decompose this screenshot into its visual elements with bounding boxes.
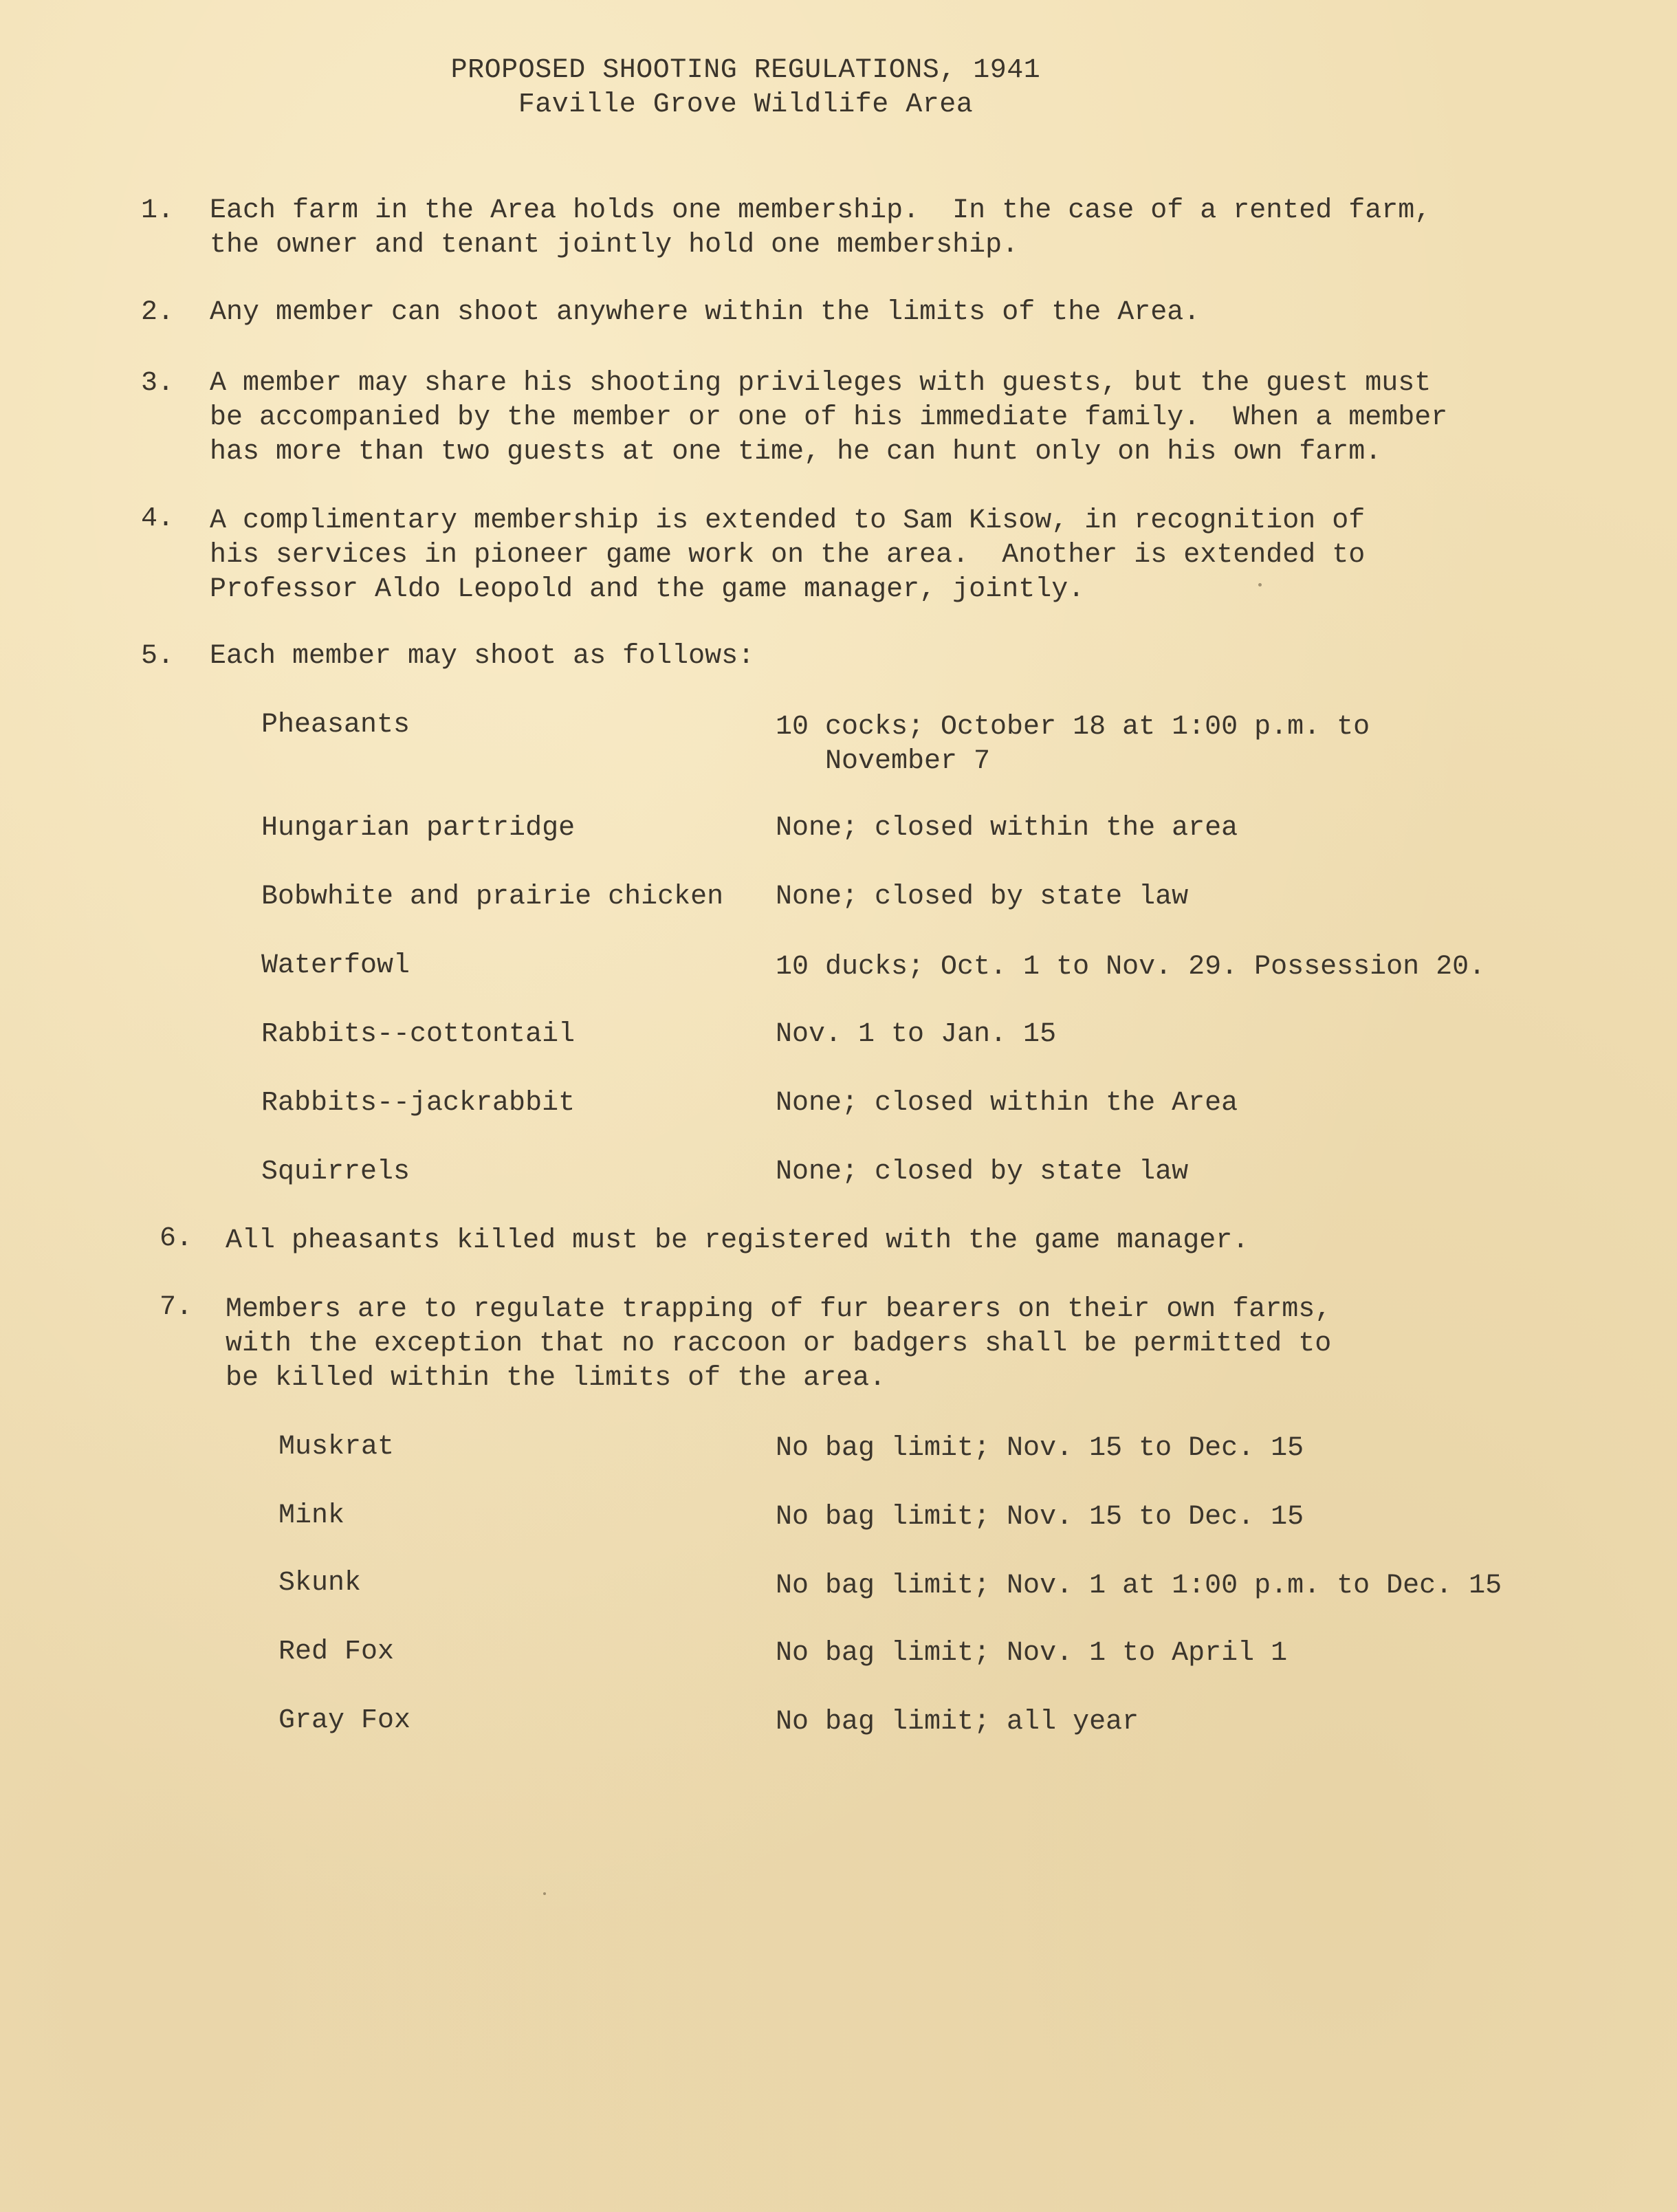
shooting-regulation: None; closed within the Area xyxy=(776,1088,1238,1119)
trapping-regulation: No bag limit; Nov. 1 at 1:00 p.m. to Dec. 15 xyxy=(776,1570,1502,1601)
rule-line: be accompanied by the member or one of his immediate family. When a member xyxy=(210,402,1448,433)
rule-number: 5. xyxy=(141,641,175,672)
trapping-regulation: No bag limit; all year xyxy=(776,1707,1139,1738)
rule-line: be killed within the limits of the area. xyxy=(226,1363,886,1394)
rule-line: A member may share his shooting privileges with guests, but the guest must xyxy=(210,368,1432,399)
rule-line: Each farm in the Area holds one membership. In the case of a rented farm, xyxy=(210,195,1432,226)
rule-line: Each member may shoot as follows: xyxy=(210,641,755,672)
shooting-regulation: 10 cocks; October 18 at 1:00 p.m. to xyxy=(776,712,1370,743)
trapping-species: Muskrat xyxy=(278,1432,395,1463)
rule-number: 2. xyxy=(141,297,175,328)
paper-speck xyxy=(1258,583,1262,587)
shooting-species: Waterfowl xyxy=(261,950,410,981)
rule-line: Members are to regulate trapping of fur bearers on their own farms, xyxy=(226,1294,1332,1325)
trapping-regulation: No bag limit; Nov. 15 to Dec. 15 xyxy=(776,1502,1304,1533)
rule-number: 1. xyxy=(141,195,175,226)
rule-number: 4. xyxy=(141,503,175,534)
rule-number: 7. xyxy=(160,1292,193,1323)
trapping-species: Mink xyxy=(278,1500,345,1531)
rule-line: Any member can shoot anywhere within the limits of the Area. xyxy=(210,297,1201,328)
rule-line: has more than two guests at one time, he can hunt only on his own farm. xyxy=(210,437,1382,468)
trapping-species: Skunk xyxy=(278,1568,362,1599)
shooting-species: Squirrels xyxy=(261,1157,410,1187)
shooting-regulation: None; closed by state law xyxy=(776,1157,1189,1187)
rule-number: 6. xyxy=(160,1223,193,1254)
shooting-species: Bobwhite and prairie chicken xyxy=(261,881,724,912)
rule-line: the owner and tenant jointly hold one membership. xyxy=(210,230,1019,261)
shooting-regulation: None; closed within the area xyxy=(776,813,1238,844)
shooting-regulation: Nov. 1 to Jan. 15 xyxy=(776,1019,1057,1050)
page-subtitle: Faville Grove Wildlife Area xyxy=(518,89,974,120)
shooting-species: Hungarian partridge xyxy=(261,813,576,844)
rule-line: Professor Aldo Leopold and the game manager, jointly. xyxy=(210,574,1085,605)
shooting-species: Rabbits--jackrabbit xyxy=(261,1088,576,1119)
page-title: PROPOSED SHOOTING REGULATIONS, 1941 xyxy=(450,55,1041,86)
rule-line: All pheasants killed must be registered with the game manager. xyxy=(226,1225,1249,1256)
paper-speck xyxy=(543,1892,546,1895)
trapping-species: Red Fox xyxy=(278,1636,395,1667)
shooting-regulation: November 7 xyxy=(776,746,991,777)
rule-line: his services in pioneer game work on the area. Another is extended to xyxy=(210,540,1366,571)
rule-number: 3. xyxy=(141,368,175,399)
rule-line: with the exception that no raccoon or badgers shall be permitted to xyxy=(226,1328,1332,1359)
trapping-regulation: No bag limit; Nov. 1 to April 1 xyxy=(776,1638,1288,1669)
trapping-species: Gray Fox xyxy=(278,1705,411,1736)
trapping-regulation: No bag limit; Nov. 15 to Dec. 15 xyxy=(776,1433,1304,1464)
rule-line: A complimentary membership is extended to Sam Kisow, in recognition of xyxy=(210,505,1366,536)
shooting-species: Pheasants xyxy=(261,710,410,741)
shooting-regulation: None; closed by state law xyxy=(776,881,1189,912)
shooting-species: Rabbits--cottontail xyxy=(261,1019,576,1050)
shooting-regulation: 10 ducks; Oct. 1 to Nov. 29. Possession 20. xyxy=(776,952,1486,983)
